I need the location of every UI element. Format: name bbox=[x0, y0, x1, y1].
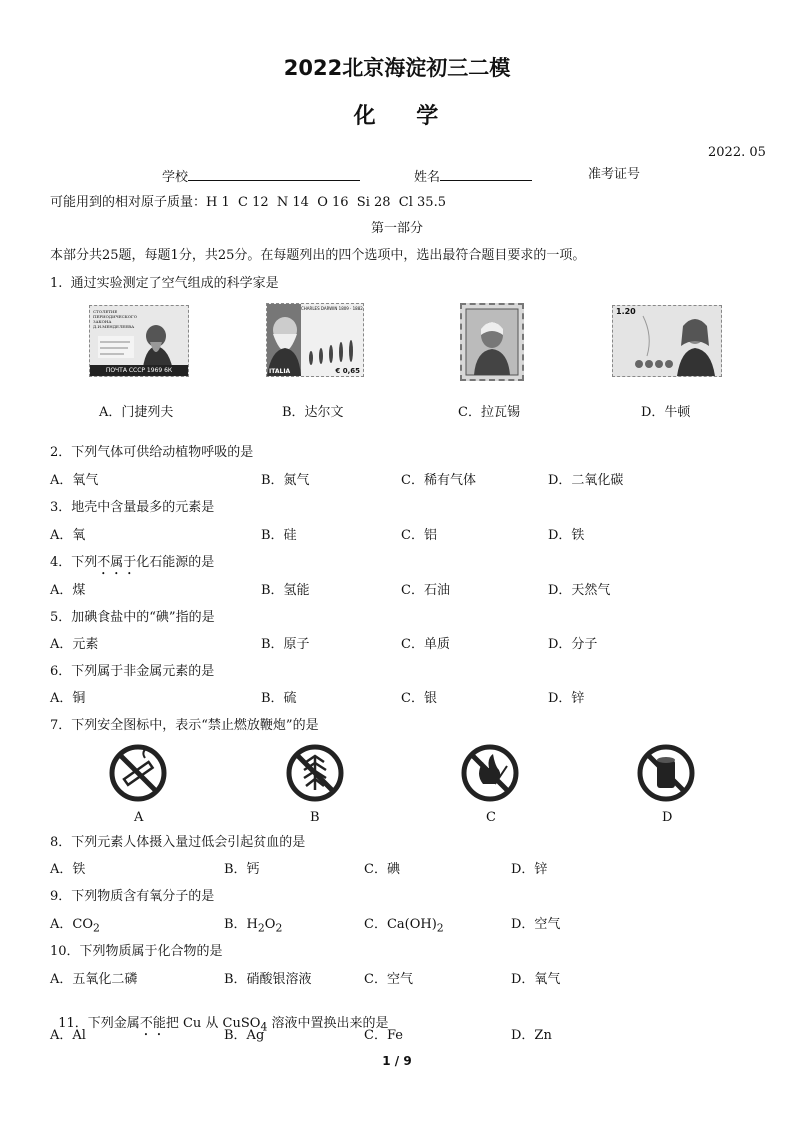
q8-stem: 8．下列元素人体摄入量过低会引起贫血的是 bbox=[50, 835, 306, 850]
q7-label-a: A bbox=[134, 810, 144, 825]
lavoisier-portrait-icon bbox=[462, 305, 522, 379]
q9-option-b[interactable] bbox=[224, 917, 282, 937]
q9-b-text: B．H bbox=[224, 917, 258, 932]
no-open-flame-sign-icon[interactable] bbox=[461, 744, 519, 802]
q11-option-a[interactable]: A．Al bbox=[50, 1028, 86, 1043]
q11-stem bbox=[50, 1000, 388, 1039]
q11-option-b[interactable]: B．Ag bbox=[224, 1028, 265, 1043]
page-number: 1 / 9 bbox=[382, 1054, 412, 1068]
instructions: 本部分共25题，每题1分，共25分。在每题列出的四个选项中，选出最符合题目要求的一项。 bbox=[50, 248, 586, 263]
newton-portrait-icon bbox=[613, 306, 721, 376]
q3-option-b[interactable]: B．硅 bbox=[261, 528, 297, 543]
stamp-b-country: ITALIA bbox=[269, 368, 291, 375]
q9-c-text: C．Ca(OH) bbox=[364, 917, 437, 932]
q9-option-d[interactable]: D．空气 bbox=[511, 917, 561, 932]
stamp-lavoisier-image bbox=[460, 303, 524, 381]
q9-b-text-mid: O bbox=[264, 917, 276, 932]
q2-option-b[interactable]: B．氮气 bbox=[261, 473, 310, 488]
stamp-darwin-image bbox=[266, 303, 364, 377]
exam-id-label: 准考证号 bbox=[588, 167, 641, 182]
q10-option-b[interactable]: B．硝酸银溶液 bbox=[224, 972, 312, 987]
school-blank[interactable] bbox=[188, 167, 360, 181]
q9-a-subscript: 2 bbox=[93, 921, 100, 935]
q10-stem: 10．下列物质属于化合物的是 bbox=[50, 944, 223, 959]
q5-option-b[interactable]: B．原子 bbox=[261, 637, 310, 652]
stamp-b-top-text: CHARLES DARWIN 1809 · 1882 bbox=[301, 306, 363, 311]
q9-b-subscript-2: 2 bbox=[275, 921, 283, 935]
q7-label-c: C bbox=[486, 810, 496, 825]
q4-stem-post: 化石能源的是 bbox=[136, 555, 215, 570]
page-title: 2022北京海淀初三二模 bbox=[283, 56, 511, 80]
q10-option-c[interactable]: C．空气 bbox=[364, 972, 413, 987]
q11-stem-pre: 11．下列金属 bbox=[58, 1016, 140, 1031]
q2-option-d[interactable]: D．二氧化碳 bbox=[548, 473, 624, 488]
q11-option-d[interactable]: D．Zn bbox=[511, 1028, 552, 1043]
q6-option-b[interactable]: B．硫 bbox=[261, 691, 297, 706]
q2-option-a[interactable]: A．氧气 bbox=[50, 473, 99, 488]
q10-option-a[interactable]: A．五氧化二磷 bbox=[50, 972, 138, 987]
q9-option-a[interactable] bbox=[50, 917, 100, 937]
q2-stem: 2．下列气体可供给动植物呼吸的是 bbox=[50, 445, 254, 460]
q1-option-a[interactable]: A．门捷列夫 bbox=[99, 405, 174, 420]
q1-option-d[interactable]: D．牛顿 bbox=[641, 405, 691, 420]
q8-option-b[interactable]: B．钙 bbox=[224, 862, 260, 877]
q6-option-d[interactable]: D．锌 bbox=[548, 691, 585, 706]
q4-stem-pre: 4．下列 bbox=[50, 555, 98, 570]
q3-option-a[interactable]: A．氧 bbox=[50, 528, 86, 543]
q4-option-d[interactable]: D．天然气 bbox=[548, 583, 611, 598]
darwin-portrait-icon bbox=[267, 304, 363, 376]
no-container-sign-icon[interactable] bbox=[637, 744, 695, 802]
q4-stem bbox=[50, 555, 214, 578]
q8-option-c[interactable]: C．碘 bbox=[364, 862, 400, 877]
q11-stem-mid: 把 Cu 从 CuSO bbox=[165, 1016, 261, 1031]
q4-option-b[interactable]: B．氢能 bbox=[261, 583, 310, 598]
stamp-d-value: 1.20 bbox=[616, 307, 636, 316]
q9-a-text: A．CO bbox=[50, 917, 93, 932]
name-field[interactable] bbox=[414, 167, 532, 186]
q4-option-a[interactable]: A．煤 bbox=[50, 583, 86, 598]
q7-stem: 7．下列安全图标中，表示“禁止燃放鞭炮”的是 bbox=[50, 718, 319, 733]
q9-b-subscript-1: 2 bbox=[257, 921, 265, 935]
q9-stem: 9．下列物质含有氧分子的是 bbox=[50, 889, 215, 904]
name-label: 姓名 bbox=[414, 170, 441, 185]
part-title: 第一部分 bbox=[370, 221, 423, 236]
stamp-mendeleev-image bbox=[89, 305, 189, 377]
q6-option-c[interactable]: C．银 bbox=[401, 691, 437, 706]
q6-stem: 6．下列属于非金属元素的是 bbox=[50, 664, 215, 679]
q3-option-c[interactable]: C．铝 bbox=[401, 528, 437, 543]
q8-option-d[interactable]: D．锌 bbox=[511, 862, 548, 877]
q11-option-c[interactable]: C．Fe bbox=[364, 1028, 403, 1043]
q5-option-d[interactable]: D．分子 bbox=[548, 637, 598, 652]
q10-option-d[interactable]: D．氧气 bbox=[511, 972, 561, 987]
school-label: 学校 bbox=[162, 170, 189, 185]
q9-option-c[interactable] bbox=[364, 917, 444, 937]
q11-stem-post: 溶液中置换出来的是 bbox=[267, 1016, 389, 1031]
q1-option-c[interactable]: C．拉瓦锡 bbox=[458, 405, 520, 420]
q1-stem: 1. 通过实验测定了空气组成的科学家是 bbox=[50, 276, 279, 291]
q6-option-a[interactable]: A．铜 bbox=[50, 691, 86, 706]
no-smoking-sign-icon[interactable] bbox=[109, 744, 167, 802]
subject-title: 化 学 bbox=[353, 104, 441, 129]
stamp-a-bottom-text: ПОЧТА СССР 1969 6К bbox=[90, 365, 188, 376]
exam-date: 2022. 05 bbox=[708, 145, 766, 160]
q11-stem-emphasis: 不能 bbox=[139, 1016, 166, 1031]
q7-label-b: B bbox=[310, 810, 320, 825]
no-firecrackers-sign-icon[interactable] bbox=[286, 744, 344, 802]
q8-option-a[interactable]: A．铁 bbox=[50, 862, 86, 877]
q3-stem: 3．地壳中含量最多的元素是 bbox=[50, 500, 215, 515]
q9-c-subscript: 2 bbox=[436, 921, 444, 935]
q1-option-b[interactable]: B．达尔文 bbox=[282, 405, 344, 420]
q2-option-c[interactable]: C．稀有气体 bbox=[401, 473, 476, 488]
q7-label-d: D bbox=[662, 810, 673, 825]
q4-stem-emphasis: 不属于 bbox=[97, 555, 137, 570]
stamp-a-top-text: СТОЛЕТИЕ ПЕРИОДИЧЕСКОГО ЗАКОНА Д.И.МЕНДЕЛЕЕВА bbox=[93, 309, 137, 329]
q5-stem: 5．加碘食盐中的“碘”指的是 bbox=[50, 610, 215, 625]
q5-option-a[interactable]: A．元素 bbox=[50, 637, 99, 652]
atomic-masses: 可能用到的相对原子质量：H 1 C 12 N 14 O 16 Si 28 Cl 35.5 bbox=[50, 195, 446, 210]
q4-option-c[interactable]: C．石油 bbox=[401, 583, 450, 598]
q11-stem-subscript: 4 bbox=[260, 1020, 268, 1034]
name-blank[interactable] bbox=[440, 167, 532, 181]
q3-option-d[interactable]: D．铁 bbox=[548, 528, 585, 543]
school-field[interactable] bbox=[162, 167, 360, 186]
stamp-newton-image bbox=[612, 305, 722, 377]
stamp-b-value: € 0,65 bbox=[335, 367, 360, 375]
q5-option-c[interactable]: C．单质 bbox=[401, 637, 450, 652]
